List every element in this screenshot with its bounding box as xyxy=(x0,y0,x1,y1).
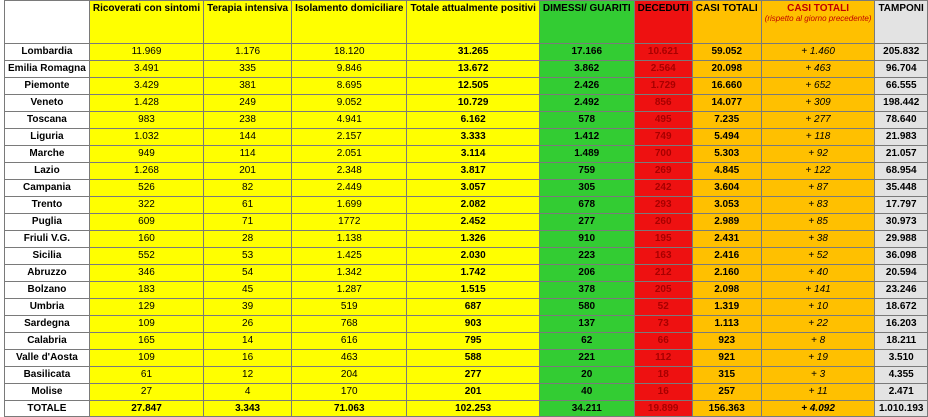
cell-tamponi: 30.973 xyxy=(875,214,928,231)
cell-casi-incremento: + 277 xyxy=(761,112,875,129)
cell-totale-positivi: 1.515 xyxy=(407,282,539,299)
cell-terapia: 4 xyxy=(204,384,292,401)
cell-deceduti: 269 xyxy=(634,163,692,180)
cell-casi-incremento: + 40 xyxy=(761,265,875,282)
cell-dimessi: 2.426 xyxy=(539,78,634,95)
cell-deceduti: 1.729 xyxy=(634,78,692,95)
cell-ricoverati: 109 xyxy=(89,316,203,333)
cell-casi-totali: 315 xyxy=(692,367,761,384)
cell-ricoverati: 526 xyxy=(89,180,203,197)
cell-isolamento: 9.846 xyxy=(292,61,407,78)
cell-casi-incremento: + 3 xyxy=(761,367,875,384)
cell-ricoverati: 129 xyxy=(89,299,203,316)
cell-totale-positivi: 277 xyxy=(407,367,539,384)
cell-dimessi: 2.492 xyxy=(539,95,634,112)
cell-totale-positivi: 3.817 xyxy=(407,163,539,180)
cell-casi-totali: 16.660 xyxy=(692,78,761,95)
cell-tamponi: 17.797 xyxy=(875,197,928,214)
cell-deceduti: 18 xyxy=(634,367,692,384)
table-row xyxy=(5,146,928,163)
cell-dimessi: 277 xyxy=(539,214,634,231)
table-row xyxy=(5,265,928,282)
cell-casi-incremento: + 4.092 xyxy=(761,401,875,417)
cell-terapia: 82 xyxy=(204,180,292,197)
cell-casi-incremento: + 83 xyxy=(761,197,875,214)
cell-terapia: 53 xyxy=(204,248,292,265)
cell-casi-totali: 2.160 xyxy=(692,265,761,282)
table-row xyxy=(5,333,928,350)
table-row xyxy=(5,299,928,316)
cell-region: Emilia Romagna xyxy=(5,61,90,78)
cell-isolamento: 9.052 xyxy=(292,95,407,112)
cell-casi-incremento: + 8 xyxy=(761,333,875,350)
cell-casi-incremento: + 122 xyxy=(761,163,875,180)
cell-deceduti: 212 xyxy=(634,265,692,282)
cell-terapia: 1.176 xyxy=(204,44,292,61)
cell-deceduti: 10.621 xyxy=(634,44,692,61)
cell-ricoverati: 27.847 xyxy=(89,401,203,417)
cell-ricoverati: 3.429 xyxy=(89,78,203,95)
cell-region: Calabria xyxy=(5,333,90,350)
cell-region: Marche xyxy=(5,146,90,163)
cell-tamponi: 68.954 xyxy=(875,163,928,180)
cell-isolamento: 768 xyxy=(292,316,407,333)
cell-region: TOTALE xyxy=(5,401,90,417)
cell-casi-incremento: + 85 xyxy=(761,214,875,231)
cell-casi-totali: 7.235 xyxy=(692,112,761,129)
cell-tamponi: 36.098 xyxy=(875,248,928,265)
cell-casi-totali: 4.845 xyxy=(692,163,761,180)
cell-isolamento: 616 xyxy=(292,333,407,350)
table-row xyxy=(5,282,928,299)
cell-totale-positivi: 12.505 xyxy=(407,78,539,95)
cell-dimessi: 137 xyxy=(539,316,634,333)
cell-casi-incremento: + 10 xyxy=(761,299,875,316)
cell-casi-incremento: + 38 xyxy=(761,231,875,248)
cell-casi-incremento: + 92 xyxy=(761,146,875,163)
cell-casi-incremento: + 141 xyxy=(761,282,875,299)
cell-ricoverati: 1.428 xyxy=(89,95,203,112)
cell-totale-positivi: 903 xyxy=(407,316,539,333)
cell-deceduti: 293 xyxy=(634,197,692,214)
header-dimessi: DIMESSI/ GUARITI xyxy=(539,1,634,44)
cell-totale-positivi: 10.729 xyxy=(407,95,539,112)
cell-tamponi: 35.448 xyxy=(875,180,928,197)
cell-terapia: 144 xyxy=(204,129,292,146)
cell-deceduti: 195 xyxy=(634,231,692,248)
cell-deceduti: 260 xyxy=(634,214,692,231)
cell-dimessi: 759 xyxy=(539,163,634,180)
cell-isolamento: 8.695 xyxy=(292,78,407,95)
cell-ricoverati: 27 xyxy=(89,384,203,401)
header-tamponi: TAMPONI xyxy=(875,1,928,44)
table-row xyxy=(5,248,928,265)
cell-deceduti: 19.899 xyxy=(634,401,692,417)
cell-tamponi: 1.010.193 xyxy=(875,401,928,417)
cell-totale-positivi: 1.742 xyxy=(407,265,539,282)
cell-ricoverati: 1.268 xyxy=(89,163,203,180)
header-casi-incremento xyxy=(761,1,875,44)
cell-dimessi: 1.489 xyxy=(539,146,634,163)
cell-deceduti: 73 xyxy=(634,316,692,333)
cell-casi-totali: 1.319 xyxy=(692,299,761,316)
cell-ricoverati: 3.491 xyxy=(89,61,203,78)
cell-ricoverati: 160 xyxy=(89,231,203,248)
cell-tamponi: 18.672 xyxy=(875,299,928,316)
cell-casi-incremento: + 52 xyxy=(761,248,875,265)
cell-isolamento: 2.051 xyxy=(292,146,407,163)
cell-isolamento: 2.348 xyxy=(292,163,407,180)
cell-totale-positivi: 3.114 xyxy=(407,146,539,163)
cell-tamponi: 21.057 xyxy=(875,146,928,163)
cell-terapia: 12 xyxy=(204,367,292,384)
header-casi-totali: CASI TOTALI xyxy=(692,1,761,44)
cell-dimessi: 20 xyxy=(539,367,634,384)
cell-region: Molise xyxy=(5,384,90,401)
cell-deceduti: 856 xyxy=(634,95,692,112)
cell-region: Basilicata xyxy=(5,367,90,384)
cell-isolamento: 18.120 xyxy=(292,44,407,61)
cell-dimessi: 910 xyxy=(539,231,634,248)
cell-terapia: 3.343 xyxy=(204,401,292,417)
cell-casi-incremento: + 1.460 xyxy=(761,44,875,61)
table-row xyxy=(5,316,928,333)
cell-isolamento: 463 xyxy=(292,350,407,367)
header-ricoverati: Ricoverati con sintomi xyxy=(89,1,203,44)
cell-totale-positivi: 2.452 xyxy=(407,214,539,231)
cell-region: Campania xyxy=(5,180,90,197)
cell-casi-incremento: + 87 xyxy=(761,180,875,197)
cell-tamponi: 29.988 xyxy=(875,231,928,248)
cell-isolamento: 71.063 xyxy=(292,401,407,417)
cell-tamponi: 4.355 xyxy=(875,367,928,384)
cell-terapia: 61 xyxy=(204,197,292,214)
cell-dimessi: 34.211 xyxy=(539,401,634,417)
cell-terapia: 26 xyxy=(204,316,292,333)
cell-casi-incremento: + 463 xyxy=(761,61,875,78)
cell-region: Liguria xyxy=(5,129,90,146)
cell-ricoverati: 949 xyxy=(89,146,203,163)
cell-casi-totali: 59.052 xyxy=(692,44,761,61)
cell-region: Valle d'Aosta xyxy=(5,350,90,367)
cell-terapia: 381 xyxy=(204,78,292,95)
cell-casi-totali: 923 xyxy=(692,333,761,350)
cell-terapia: 45 xyxy=(204,282,292,299)
cell-ricoverati: 322 xyxy=(89,197,203,214)
cell-dimessi: 3.862 xyxy=(539,61,634,78)
cell-terapia: 201 xyxy=(204,163,292,180)
cell-terapia: 28 xyxy=(204,231,292,248)
cell-isolamento: 204 xyxy=(292,367,407,384)
cell-ricoverati: 11.969 xyxy=(89,44,203,61)
cell-ricoverati: 183 xyxy=(89,282,203,299)
cell-dimessi: 1.412 xyxy=(539,129,634,146)
cell-dimessi: 223 xyxy=(539,248,634,265)
cell-totale-positivi: 6.162 xyxy=(407,112,539,129)
cell-tamponi: 198.442 xyxy=(875,95,928,112)
cell-tamponi: 20.594 xyxy=(875,265,928,282)
cell-dimessi: 305 xyxy=(539,180,634,197)
cell-casi-totali: 14.077 xyxy=(692,95,761,112)
cell-terapia: 14 xyxy=(204,333,292,350)
cell-terapia: 54 xyxy=(204,265,292,282)
cell-casi-incremento: + 11 xyxy=(761,384,875,401)
cell-casi-incremento: + 652 xyxy=(761,78,875,95)
cell-region: Lombardia xyxy=(5,44,90,61)
cell-ricoverati: 983 xyxy=(89,112,203,129)
cell-totale-positivi: 13.672 xyxy=(407,61,539,78)
covid-regions-table xyxy=(4,0,928,417)
cell-casi-totali: 5.303 xyxy=(692,146,761,163)
cell-casi-totali: 2.098 xyxy=(692,282,761,299)
table-row xyxy=(5,78,928,95)
cell-isolamento: 519 xyxy=(292,299,407,316)
cell-dimessi: 580 xyxy=(539,299,634,316)
table-row xyxy=(5,112,928,129)
cell-casi-totali: 2.416 xyxy=(692,248,761,265)
header-totale-positivi: Totale attualmente positivi xyxy=(407,1,539,44)
cell-isolamento: 1.287 xyxy=(292,282,407,299)
cell-deceduti: 242 xyxy=(634,180,692,197)
cell-casi-incremento: + 118 xyxy=(761,129,875,146)
cell-ricoverati: 609 xyxy=(89,214,203,231)
cell-ricoverati: 61 xyxy=(89,367,203,384)
cell-totale-positivi: 2.082 xyxy=(407,197,539,214)
cell-dimessi: 678 xyxy=(539,197,634,214)
table-row xyxy=(5,384,928,401)
cell-totale-positivi: 3.333 xyxy=(407,129,539,146)
cell-tamponi: 21.983 xyxy=(875,129,928,146)
cell-region: Sardegna xyxy=(5,316,90,333)
cell-isolamento: 1.425 xyxy=(292,248,407,265)
table-row xyxy=(5,163,928,180)
cell-isolamento: 1.342 xyxy=(292,265,407,282)
cell-ricoverati: 165 xyxy=(89,333,203,350)
cell-region: Umbria xyxy=(5,299,90,316)
table-body xyxy=(5,44,928,417)
cell-totale-positivi: 687 xyxy=(407,299,539,316)
cell-isolamento: 2.157 xyxy=(292,129,407,146)
cell-region: Lazio xyxy=(5,163,90,180)
cell-totale-positivi: 1.326 xyxy=(407,231,539,248)
table-row xyxy=(5,367,928,384)
cell-isolamento: 1772 xyxy=(292,214,407,231)
header-terapia: Terapia intensiva xyxy=(204,1,292,44)
cell-deceduti: 749 xyxy=(634,129,692,146)
cell-deceduti: 52 xyxy=(634,299,692,316)
table-row xyxy=(5,231,928,248)
cell-tamponi: 66.555 xyxy=(875,78,928,95)
cell-region: Puglia xyxy=(5,214,90,231)
cell-isolamento: 1.138 xyxy=(292,231,407,248)
cell-terapia: 16 xyxy=(204,350,292,367)
cell-tamponi: 16.203 xyxy=(875,316,928,333)
cell-deceduti: 112 xyxy=(634,350,692,367)
cell-region: Toscana xyxy=(5,112,90,129)
cell-deceduti: 205 xyxy=(634,282,692,299)
cell-region: Friuli V.G. xyxy=(5,231,90,248)
cell-isolamento: 1.699 xyxy=(292,197,407,214)
cell-casi-totali: 5.494 xyxy=(692,129,761,146)
cell-casi-totali: 257 xyxy=(692,384,761,401)
cell-tamponi: 23.246 xyxy=(875,282,928,299)
cell-dimessi: 378 xyxy=(539,282,634,299)
cell-terapia: 114 xyxy=(204,146,292,163)
cell-terapia: 238 xyxy=(204,112,292,129)
cell-totale-positivi: 588 xyxy=(407,350,539,367)
cell-ricoverati: 552 xyxy=(89,248,203,265)
cell-casi-totali: 156.363 xyxy=(692,401,761,417)
cell-deceduti: 2.564 xyxy=(634,61,692,78)
cell-dimessi: 221 xyxy=(539,350,634,367)
header-casi-incremento-subtitle: (rispetto al giorno precedente) xyxy=(764,14,872,23)
cell-ricoverati: 1.032 xyxy=(89,129,203,146)
cell-dimessi: 17.166 xyxy=(539,44,634,61)
cell-casi-totali: 2.989 xyxy=(692,214,761,231)
cell-casi-totali: 3.053 xyxy=(692,197,761,214)
table-row xyxy=(5,61,928,78)
cell-tamponi: 3.510 xyxy=(875,350,928,367)
table-row xyxy=(5,44,928,61)
cell-tamponi: 2.471 xyxy=(875,384,928,401)
table-row xyxy=(5,197,928,214)
cell-totale-positivi: 31.265 xyxy=(407,44,539,61)
cell-deceduti: 495 xyxy=(634,112,692,129)
cell-casi-totali: 20.098 xyxy=(692,61,761,78)
cell-isolamento: 170 xyxy=(292,384,407,401)
cell-isolamento: 2.449 xyxy=(292,180,407,197)
table-row xyxy=(5,129,928,146)
cell-region: Sicilia xyxy=(5,248,90,265)
cell-ricoverati: 109 xyxy=(89,350,203,367)
header-deceduti: DECEDUTI xyxy=(634,1,692,44)
cell-tamponi: 18.211 xyxy=(875,333,928,350)
cell-casi-totali: 921 xyxy=(692,350,761,367)
cell-tamponi: 205.832 xyxy=(875,44,928,61)
cell-region: Veneto xyxy=(5,95,90,112)
cell-terapia: 335 xyxy=(204,61,292,78)
cell-region: Abruzzo xyxy=(5,265,90,282)
header-row xyxy=(5,1,928,44)
cell-totale-positivi: 201 xyxy=(407,384,539,401)
total-row xyxy=(5,401,928,417)
table-row xyxy=(5,214,928,231)
cell-dimessi: 206 xyxy=(539,265,634,282)
cell-tamponi: 78.640 xyxy=(875,112,928,129)
cell-casi-incremento: + 309 xyxy=(761,95,875,112)
cell-isolamento: 4.941 xyxy=(292,112,407,129)
cell-totale-positivi: 2.030 xyxy=(407,248,539,265)
cell-region: Trento xyxy=(5,197,90,214)
cell-totale-positivi: 102.253 xyxy=(407,401,539,417)
cell-totale-positivi: 3.057 xyxy=(407,180,539,197)
header-casi-incremento-title: CASI TOTALI xyxy=(787,3,849,14)
cell-casi-totali: 2.431 xyxy=(692,231,761,248)
cell-deceduti: 700 xyxy=(634,146,692,163)
cell-casi-incremento: + 19 xyxy=(761,350,875,367)
cell-deceduti: 16 xyxy=(634,384,692,401)
cell-dimessi: 578 xyxy=(539,112,634,129)
header-region xyxy=(5,1,90,44)
table-row xyxy=(5,95,928,112)
cell-dimessi: 40 xyxy=(539,384,634,401)
cell-terapia: 39 xyxy=(204,299,292,316)
cell-tamponi: 96.704 xyxy=(875,61,928,78)
cell-casi-totali: 3.604 xyxy=(692,180,761,197)
cell-deceduti: 66 xyxy=(634,333,692,350)
cell-region: Bolzano xyxy=(5,282,90,299)
header-isolamento: Isolamento domiciliare xyxy=(292,1,407,44)
cell-deceduti: 163 xyxy=(634,248,692,265)
cell-dimessi: 62 xyxy=(539,333,634,350)
table-row xyxy=(5,180,928,197)
cell-totale-positivi: 795 xyxy=(407,333,539,350)
cell-casi-totali: 1.113 xyxy=(692,316,761,333)
cell-region: Piemonte xyxy=(5,78,90,95)
table-row xyxy=(5,350,928,367)
cell-terapia: 71 xyxy=(204,214,292,231)
cell-ricoverati: 346 xyxy=(89,265,203,282)
cell-terapia: 249 xyxy=(204,95,292,112)
cell-casi-incremento: + 22 xyxy=(761,316,875,333)
